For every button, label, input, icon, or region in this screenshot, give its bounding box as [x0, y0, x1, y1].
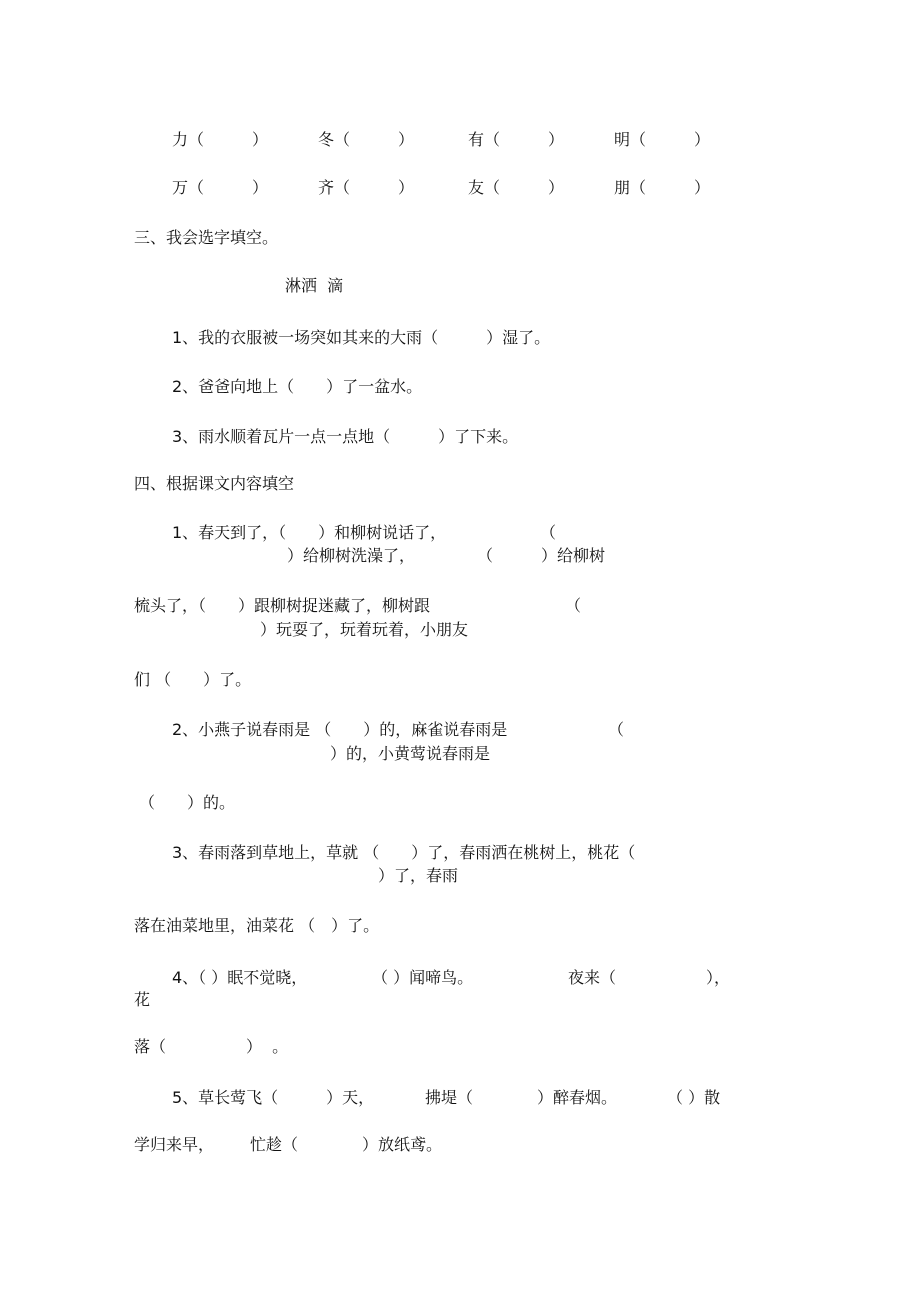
- char-fill-2-2: 齐（ ）: [318, 178, 415, 197]
- char-fill-1-3: 有（ ）: [468, 130, 565, 149]
- q1-line2-a: 梳头了，（ ）跟柳树捉迷藏了，柳树跟: [134, 596, 431, 615]
- q4-line1-b: （ ）闻啼鸟。: [372, 968, 474, 987]
- section-3-item-3: 3、雨水顺着瓦片一点一点地（ ）了下来。: [172, 427, 519, 446]
- char-fill-1-2: 冬（ ）: [318, 130, 415, 149]
- char-fill-1-1: 力（ ）: [172, 130, 269, 149]
- char-fill-1-4: 明（ ）: [614, 130, 711, 149]
- q1-line1-d: （ ）给柳树: [477, 546, 606, 565]
- q3-line2: 落在油菜地里，油菜花 （ ）了。: [134, 916, 380, 935]
- q2-line2: （ ）的。: [139, 793, 236, 812]
- q4-line2: 落（ ） 。: [134, 1037, 289, 1056]
- q1-line1-c: ）给柳树洗澡了，: [287, 546, 416, 565]
- q2-line1-b: （: [608, 720, 625, 739]
- char-fill-2-4: 朋（ ）: [614, 178, 711, 197]
- q5-line1-a: 5、草长莺飞（ ）天，: [172, 1088, 375, 1107]
- q2-line1-a: 2、小燕子说春雨是 （ ）的，麻雀说春雨是: [172, 720, 508, 739]
- section-3-heading: 三、我会选字填空。: [134, 228, 279, 247]
- word-bank: 淋洒 滴: [285, 276, 344, 295]
- section-3-item-1: 1、我的衣服被一场突如其来的大雨（ ）湿了。: [172, 328, 551, 347]
- q3-line1-b: ）了，春雨: [378, 866, 459, 885]
- section-3-item-2: 2、爸爸向地上（ ）了一盆水。: [172, 377, 423, 396]
- char-fill-2-3: 友（ ）: [468, 178, 565, 197]
- q5-line1-c: （ ）散: [667, 1088, 721, 1107]
- q5-line1-b: 拂堤（ ）醉春烟。: [425, 1088, 618, 1107]
- q4-line1-d: ），: [706, 968, 731, 987]
- q2-line1-c: ）的，小黄莺说春雨是: [330, 744, 491, 763]
- q3-line1-a: 3、春雨落到草地上，草就 （ ）了，春雨洒在桃树上，桃花（: [172, 843, 636, 862]
- q5-line2-a: 学归来早，: [134, 1135, 215, 1154]
- q4-line1-e: 花: [134, 990, 151, 1009]
- section-4-heading: 四、根据课文内容填空: [134, 474, 295, 493]
- char-fill-2-1: 万（ ）: [172, 178, 269, 197]
- q1-line2-c: ）玩耍了，玩着玩着，小朋友: [260, 620, 469, 639]
- q1-line2-b: （: [565, 596, 582, 615]
- q1-line1-b: （: [540, 523, 557, 542]
- q1-line1-a: 1、春天到了，（ ）和柳树说话了，: [172, 523, 447, 542]
- q4-line1-a: 4、（ ）眠不觉晓，: [172, 968, 308, 987]
- q4-line1-c: 夜来（: [568, 968, 617, 987]
- q5-line2-b: 忙趁（ ）放纸鸢。: [250, 1135, 443, 1154]
- q1-line3: 们 （ ）了。: [134, 670, 252, 689]
